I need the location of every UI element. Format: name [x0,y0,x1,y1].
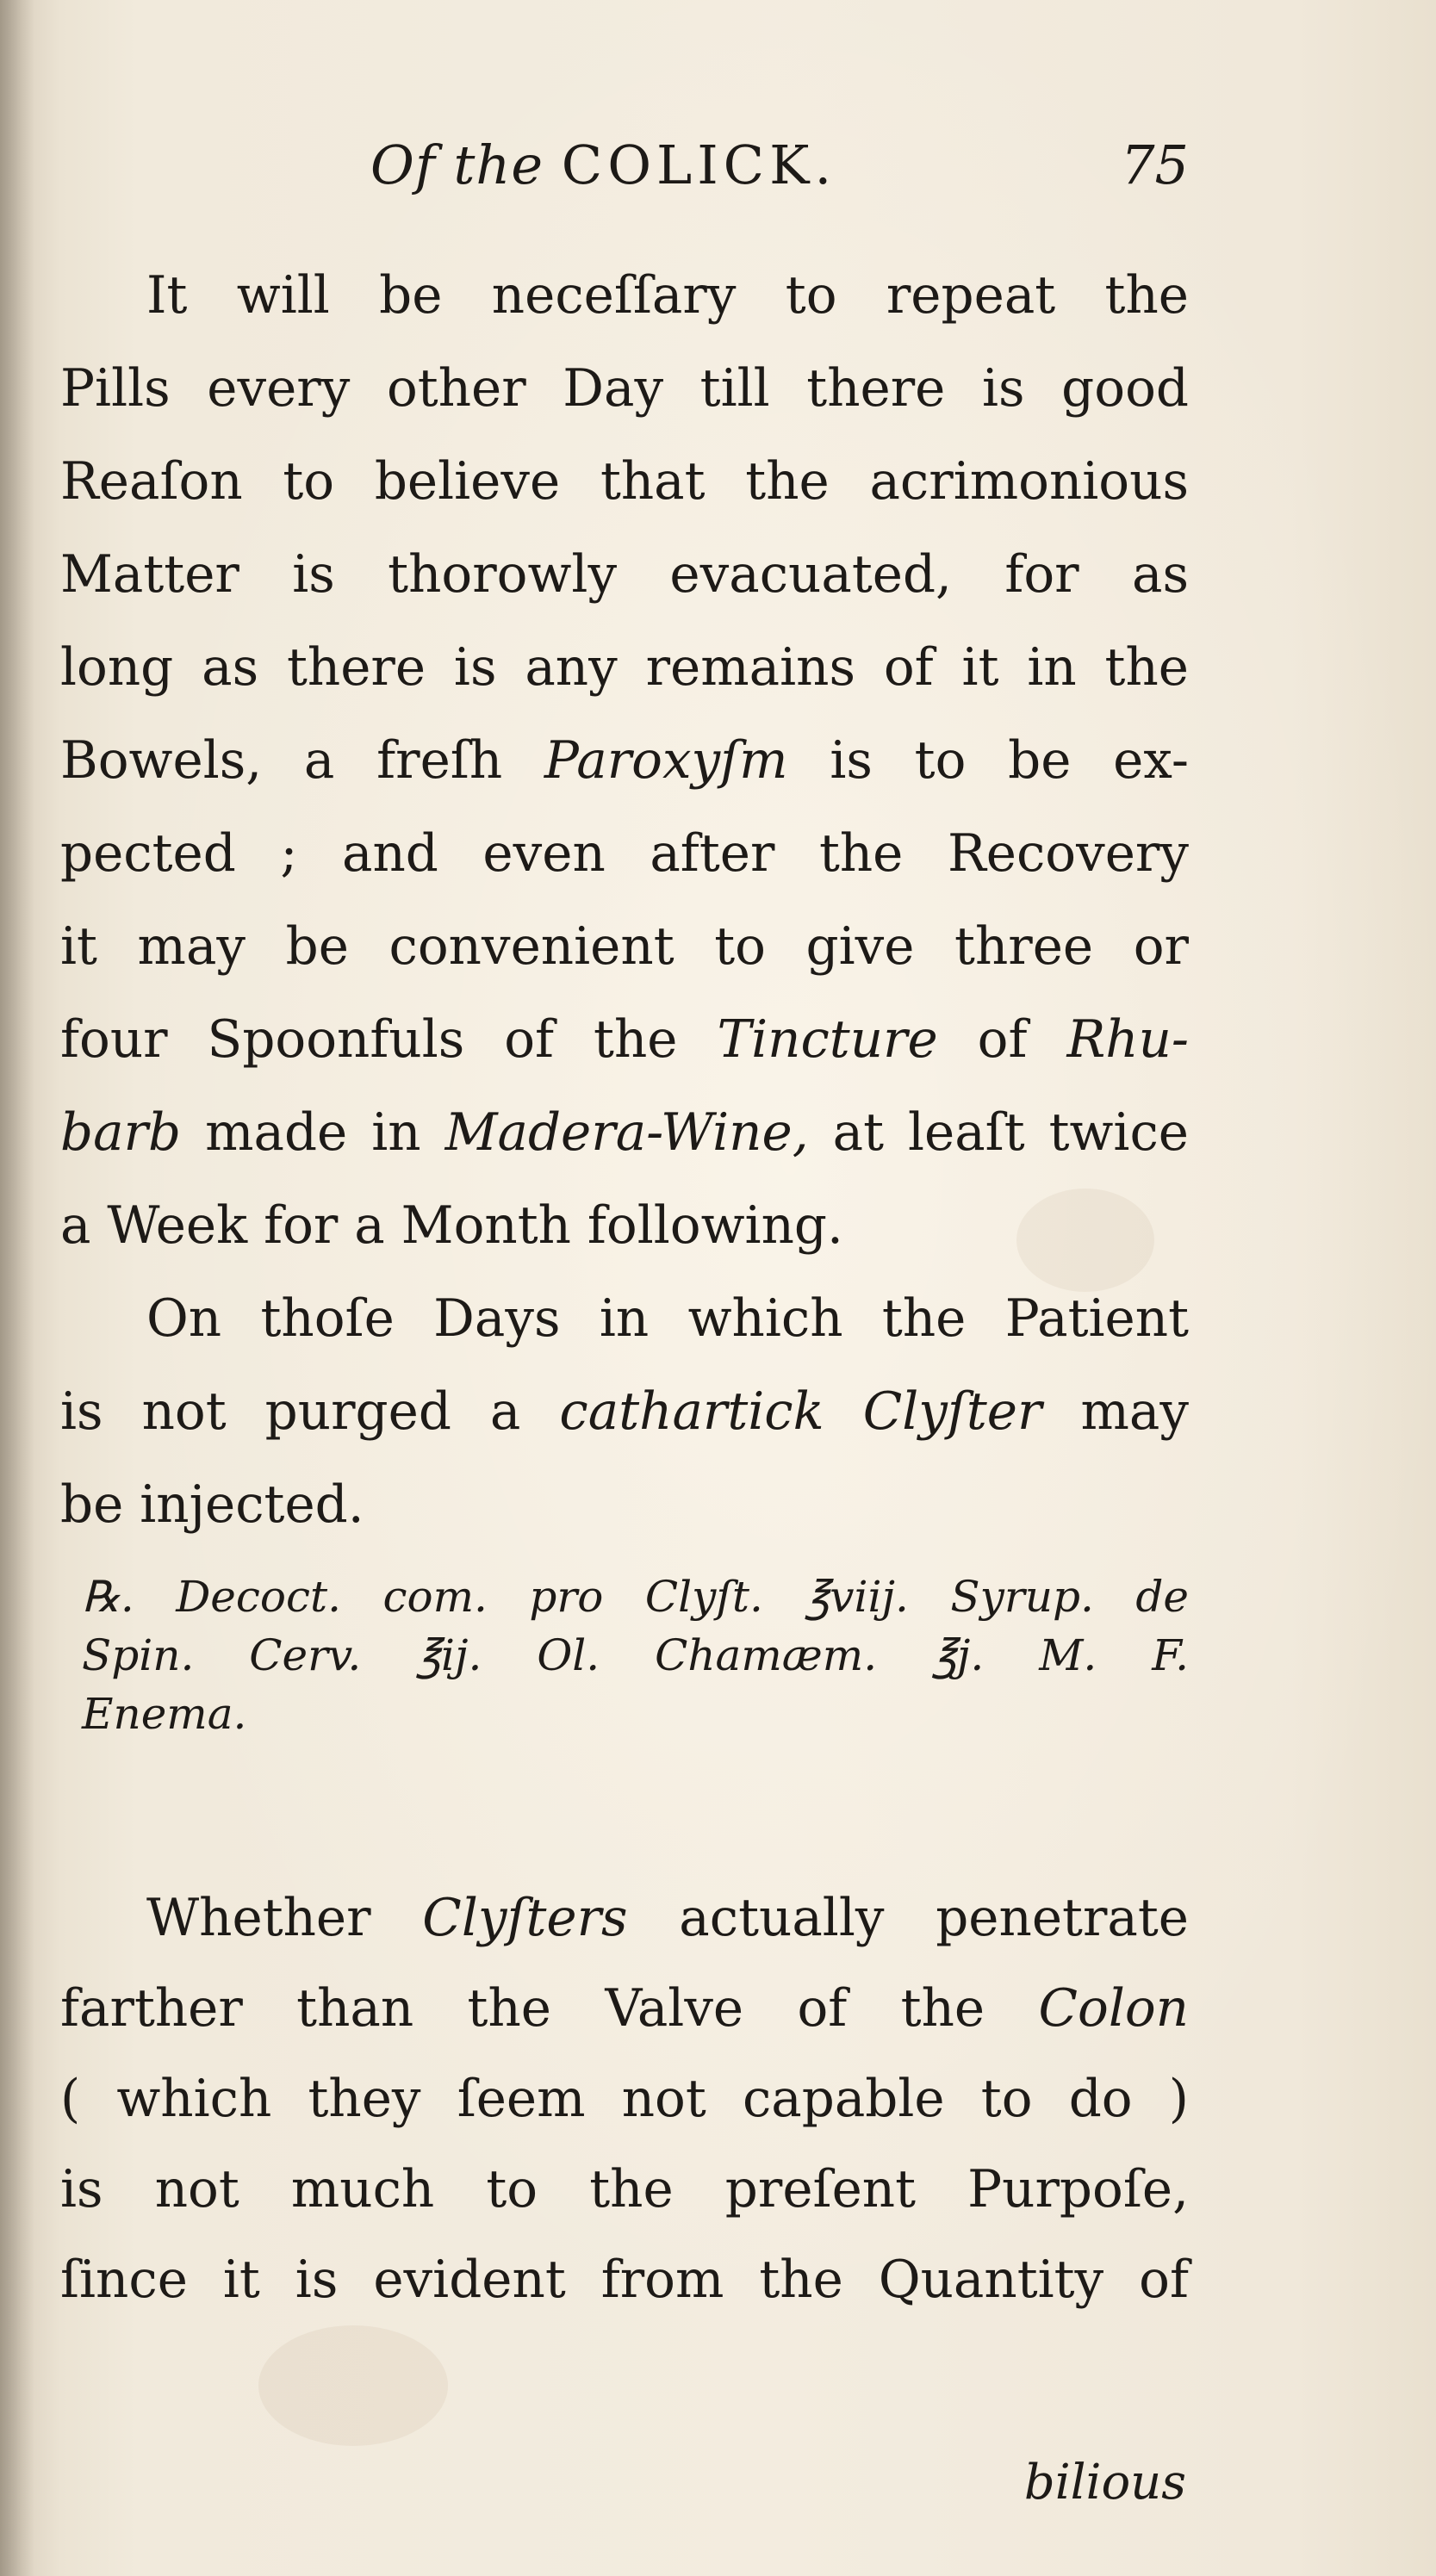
paragraph-1 [60,250,1189,1552]
paper-stain [258,2325,448,2446]
italic-term: Colon [1038,1979,1189,2039]
text-line: Pills every other Day till there is good [60,359,1189,419]
text-line: be injected. [60,1475,364,1535]
running-title-prefix: Of the [370,133,544,196]
running-header [60,133,1189,228]
recipe-line: Enema. [82,1689,247,1739]
text-run: is not purged a [60,1382,560,1442]
italic-term: Rhu- [1066,1010,1189,1070]
text-run: four Spoonfuls of the [60,1010,718,1070]
text-line: Reaſon to believe that the acrimonious [60,452,1189,512]
text-run: made in [181,1103,445,1163]
text-line: ( which they ſeem not capable to do ) [60,2070,1189,2129]
text-run: Bowels, a freſh [60,731,544,791]
text-line: long as there is any remains of it in the [60,638,1189,698]
running-title-main: COLICK. [561,133,837,196]
text-line [60,1366,1189,1459]
italic-term: Tincture [717,1010,938,1070]
italic-term: barb [60,1103,182,1163]
recipe-line: Spin. Cerv. ℥ij. Ol. Chamæm. ℥j. M. F. [82,1630,1189,1680]
catchword: bilious [1023,2455,1186,2511]
paragraph-3 [60,1873,1189,2325]
italic-term: Paroxyſm [544,731,788,791]
italic-term: cathartick Clyſter [559,1382,1042,1442]
italic-term: Madera-Wine, [444,1103,809,1163]
recipe-block [82,1567,1189,1743]
text-run: Whether [146,1889,423,1948]
text-line: On thoſe Days in which the Patient [146,1289,1189,1349]
text-run: of [937,1010,1067,1070]
text-line: it may be convenient to give three or [60,917,1189,977]
text-line [60,1087,1189,1180]
text-line [60,715,1189,808]
text-run: may [1041,1382,1189,1442]
page-number: 75 [1121,133,1189,196]
text-line [60,1873,1189,1964]
recipe-line: ℞. Decoct. com. pro Clyſt. ℥viij. Syrup. de [82,1572,1189,1622]
italic-term: Clyſters [422,1889,628,1948]
text-line [60,1964,1189,2054]
text-run: is to be ex- [787,731,1189,791]
text-line [60,994,1189,1087]
text-line: ſince it is evident from the Quantity of [60,2250,1189,2310]
text-line: It will be neceſſary to repeat the [146,266,1189,326]
gutter-shadow [0,0,34,2576]
text-line: pected ; and even after the Recovery [60,824,1189,884]
text-line: Matter is thorowly evacuated, for as [60,545,1189,605]
text-run: at leaſt twice [808,1103,1189,1163]
text-run: actually penetrate [627,1889,1189,1948]
text-line: is not much to the preſent Purpoſe, [60,2160,1189,2219]
running-title [370,133,836,196]
text-run: farther than the Valve of the [60,1979,1039,2039]
text-line: a Week for a Month following. [60,1196,843,1256]
